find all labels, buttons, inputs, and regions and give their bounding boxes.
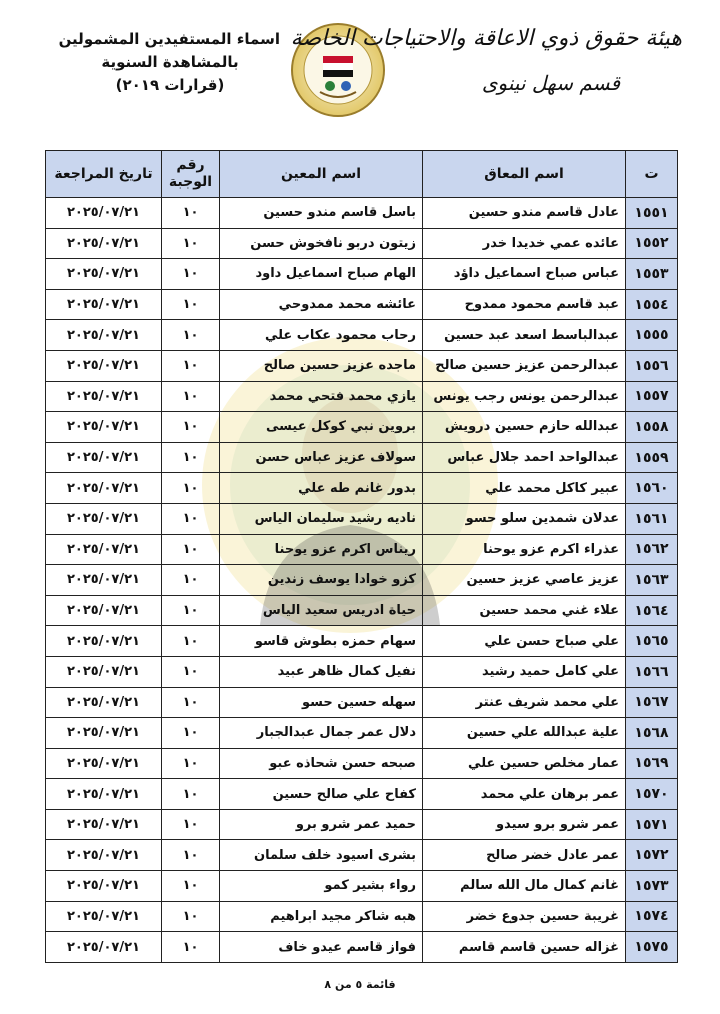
table-row bbox=[46, 626, 678, 657]
row-seq-cell: ١٥٥١ bbox=[626, 198, 678, 229]
row-review-date-cell: ٢٠٢٥/٠٧/٢١ bbox=[46, 534, 162, 565]
row-review-date-cell: ٢٠٢٥/٠٧/٢١ bbox=[46, 809, 162, 840]
row-review-date-cell: ٢٠٢٥/٠٧/٢١ bbox=[46, 320, 162, 351]
table-row bbox=[46, 259, 678, 290]
row-disabled-name-cell: عبد قاسم محمود ممدوح bbox=[423, 289, 626, 320]
row-meal-number-cell: ١٠ bbox=[162, 381, 220, 412]
row-aide-name-cell: هبه شاكر مجيد ابراهيم bbox=[220, 901, 423, 932]
row-seq-cell: ١٥٥٢ bbox=[626, 228, 678, 259]
table-row bbox=[46, 595, 678, 626]
row-disabled-name-cell: علي كامل حميد رشيد bbox=[423, 656, 626, 687]
row-seq-cell: ١٥٧١ bbox=[626, 809, 678, 840]
row-aide-name-cell: يازي محمد فتحي محمد bbox=[220, 381, 423, 412]
row-review-date-cell: ٢٠٢٥/٠٧/٢١ bbox=[46, 503, 162, 534]
row-seq-cell: ١٥٥٦ bbox=[626, 350, 678, 381]
row-aide-name-cell: سهله حسين حسو bbox=[220, 687, 423, 718]
row-seq-cell: ١٥٦٠ bbox=[626, 473, 678, 504]
row-review-date-cell: ٢٠٢٥/٠٧/٢١ bbox=[46, 687, 162, 718]
table-row bbox=[46, 198, 678, 229]
table-row bbox=[46, 718, 678, 749]
row-seq-cell: ١٥٧٥ bbox=[626, 932, 678, 963]
row-review-date-cell: ٢٠٢٥/٠٧/٢١ bbox=[46, 840, 162, 871]
table-row bbox=[46, 534, 678, 565]
row-disabled-name-cell: عمر شرو برو سيدو bbox=[423, 809, 626, 840]
row-aide-name-cell: زيتون دربو نافخوش حسن bbox=[220, 228, 423, 259]
row-meal-number-cell: ١٠ bbox=[162, 228, 220, 259]
row-meal-number-cell: ١٠ bbox=[162, 289, 220, 320]
row-aide-name-cell: سهام حمزه بطوش قاسو bbox=[220, 626, 423, 657]
row-seq-cell: ١٥٥٩ bbox=[626, 442, 678, 473]
row-seq-cell: ١٥٥٨ bbox=[626, 412, 678, 443]
row-meal-number-cell: ١٠ bbox=[162, 320, 220, 351]
row-aide-name-cell: دلال عمر جمال عبدالجبار bbox=[220, 718, 423, 749]
row-disabled-name-cell: علي صباح حسن علي bbox=[423, 626, 626, 657]
row-disabled-name-cell: عبدالواحد احمد جلال عباس bbox=[423, 442, 626, 473]
calligraphy-authority-name: هيئة حقوق ذوي الاعاقة والاحتياجات الخاصة bbox=[290, 26, 682, 51]
table-row bbox=[46, 656, 678, 687]
title-line-3: (قرارات ٢٠١٩) bbox=[115, 76, 225, 94]
row-disabled-name-cell: عبير كاكل محمد علي bbox=[423, 473, 626, 504]
table-row bbox=[46, 871, 678, 902]
row-review-date-cell: ٢٠٢٥/٠٧/٢١ bbox=[46, 595, 162, 626]
row-meal-number-cell: ١٠ bbox=[162, 901, 220, 932]
row-seq-cell: ١٥٦٢ bbox=[626, 534, 678, 565]
row-disabled-name-cell: عادل قاسم مندو حسين bbox=[423, 198, 626, 229]
row-review-date-cell: ٢٠٢٥/٠٧/٢١ bbox=[46, 656, 162, 687]
row-review-date-cell: ٢٠٢٥/٠٧/٢١ bbox=[46, 565, 162, 596]
row-aide-name-cell: سولاف عزيز عباس حسن bbox=[220, 442, 423, 473]
row-disabled-name-cell: غانم كمال مال الله سالم bbox=[423, 871, 626, 902]
beneficiaries-table bbox=[45, 150, 678, 963]
table-row bbox=[46, 809, 678, 840]
row-review-date-cell: ٢٠٢٥/٠٧/٢١ bbox=[46, 289, 162, 320]
row-review-date-cell: ٢٠٢٥/٠٧/٢١ bbox=[46, 442, 162, 473]
header-disabled-name: اسم المعاق bbox=[423, 151, 626, 198]
table-row bbox=[46, 381, 678, 412]
row-review-date-cell: ٢٠٢٥/٠٧/٢١ bbox=[46, 350, 162, 381]
row-meal-number-cell: ١٠ bbox=[162, 534, 220, 565]
row-aide-name-cell: ريناس اكرم عزو يوحنا bbox=[220, 534, 423, 565]
row-review-date-cell: ٢٠٢٥/٠٧/٢١ bbox=[46, 381, 162, 412]
row-aide-name-cell: صبحه حسن شحاذه عبو bbox=[220, 748, 423, 779]
row-review-date-cell: ٢٠٢٥/٠٧/٢١ bbox=[46, 718, 162, 749]
row-aide-name-cell: نفيل كمال ظاهر عبيد bbox=[220, 656, 423, 687]
row-meal-number-cell: ١٠ bbox=[162, 350, 220, 381]
row-review-date-cell: ٢٠٢٥/٠٧/٢١ bbox=[46, 473, 162, 504]
row-seq-cell: ١٥٧٠ bbox=[626, 779, 678, 810]
header-review-date: تاريخ المراجعة bbox=[46, 151, 162, 198]
table-row bbox=[46, 840, 678, 871]
row-meal-number-cell: ١٠ bbox=[162, 565, 220, 596]
row-review-date-cell: ٢٠٢٥/٠٧/٢١ bbox=[46, 259, 162, 290]
row-meal-number-cell: ١٠ bbox=[162, 595, 220, 626]
row-seq-cell: ١٥٥٧ bbox=[626, 381, 678, 412]
row-meal-number-cell: ١٠ bbox=[162, 748, 220, 779]
row-disabled-name-cell: علي محمد شريف عنتر bbox=[423, 687, 626, 718]
row-meal-number-cell: ١٠ bbox=[162, 687, 220, 718]
table-row bbox=[46, 565, 678, 596]
row-meal-number-cell: ١٠ bbox=[162, 809, 220, 840]
table-row bbox=[46, 442, 678, 473]
table-row bbox=[46, 228, 678, 259]
header-aide-name: اسم المعين bbox=[220, 151, 423, 198]
page-indicator: قائمة ٥ من ٨ bbox=[324, 978, 396, 991]
table-row bbox=[46, 779, 678, 810]
row-seq-cell: ١٥٦٧ bbox=[626, 687, 678, 718]
header-meal-number: رقم الوجبة bbox=[162, 151, 220, 198]
row-disabled-name-cell: عائده عمي خديدا خدر bbox=[423, 228, 626, 259]
row-review-date-cell: ٢٠٢٥/٠٧/٢١ bbox=[46, 198, 162, 229]
row-meal-number-cell: ١٠ bbox=[162, 442, 220, 473]
row-aide-name-cell: رحاب محمود عكاب علي bbox=[220, 320, 423, 351]
table-row bbox=[46, 901, 678, 932]
row-seq-cell: ١٥٧٣ bbox=[626, 871, 678, 902]
table-row bbox=[46, 503, 678, 534]
row-disabled-name-cell: علية عبدالله علي حسين bbox=[423, 718, 626, 749]
row-review-date-cell: ٢٠٢٥/٠٧/٢١ bbox=[46, 871, 162, 902]
row-meal-number-cell: ١٠ bbox=[162, 473, 220, 504]
row-disabled-name-cell: غريبة حسين جدوع خضر bbox=[423, 901, 626, 932]
row-disabled-name-cell: عمر عادل خضر صالح bbox=[423, 840, 626, 871]
row-meal-number-cell: ١٠ bbox=[162, 871, 220, 902]
row-disabled-name-cell: عمر برهان علي محمد bbox=[423, 779, 626, 810]
row-aide-name-cell: كزو خوادا يوسف زندين bbox=[220, 565, 423, 596]
row-meal-number-cell: ١٠ bbox=[162, 259, 220, 290]
authority-calligraphy bbox=[290, 22, 682, 100]
row-meal-number-cell: ١٠ bbox=[162, 412, 220, 443]
row-disabled-name-cell: عبدالرحمن يونس رجب يونس bbox=[423, 381, 626, 412]
row-aide-name-cell: بشرى اسيود خلف سلمان bbox=[220, 840, 423, 871]
row-review-date-cell: ٢٠٢٥/٠٧/٢١ bbox=[46, 748, 162, 779]
row-review-date-cell: ٢٠٢٥/٠٧/٢١ bbox=[46, 412, 162, 443]
row-meal-number-cell: ١٠ bbox=[162, 932, 220, 963]
row-seq-cell: ١٥٥٤ bbox=[626, 289, 678, 320]
row-review-date-cell: ٢٠٢٥/٠٧/٢١ bbox=[46, 626, 162, 657]
row-aide-name-cell: ناديه رشيد سليمان الياس bbox=[220, 503, 423, 534]
row-disabled-name-cell: عبدالرحمن عزيز حسين صالح bbox=[423, 350, 626, 381]
row-review-date-cell: ٢٠٢٥/٠٧/٢١ bbox=[46, 228, 162, 259]
row-meal-number-cell: ١٠ bbox=[162, 840, 220, 871]
row-meal-number-cell: ١٠ bbox=[162, 779, 220, 810]
row-seq-cell: ١٥٦٦ bbox=[626, 656, 678, 687]
title-line-1: اسماء المستفيدين المشمولين bbox=[58, 30, 280, 48]
table-header-row bbox=[46, 151, 678, 198]
table-row bbox=[46, 289, 678, 320]
row-disabled-name-cell: عبدالله حازم حسين درويش bbox=[423, 412, 626, 443]
row-seq-cell: ١٥٧٤ bbox=[626, 901, 678, 932]
row-aide-name-cell: حياة ادريس سعيد الياس bbox=[220, 595, 423, 626]
row-review-date-cell: ٢٠٢٥/٠٧/٢١ bbox=[46, 901, 162, 932]
document-title bbox=[60, 28, 280, 97]
row-disabled-name-cell: عدلان شمدين سلو حسو bbox=[423, 503, 626, 534]
row-aide-name-cell: باسل قاسم مندو حسين bbox=[220, 198, 423, 229]
row-review-date-cell: ٢٠٢٥/٠٧/٢١ bbox=[46, 932, 162, 963]
row-seq-cell: ١٥٦٤ bbox=[626, 595, 678, 626]
row-disabled-name-cell: عذراء اكرم عزو يوحنا bbox=[423, 534, 626, 565]
row-aide-name-cell: ماجده عزيز حسين صالح bbox=[220, 350, 423, 381]
table-row bbox=[46, 320, 678, 351]
header-seq: ت bbox=[626, 151, 678, 198]
row-aide-name-cell: كفاح علي صالح حسين bbox=[220, 779, 423, 810]
table-row bbox=[46, 412, 678, 443]
row-aide-name-cell: الهام صباح اسماعيل داود bbox=[220, 259, 423, 290]
row-seq-cell: ١٥٦٣ bbox=[626, 565, 678, 596]
row-aide-name-cell: رواء بشير كمو bbox=[220, 871, 423, 902]
row-seq-cell: ١٥٥٥ bbox=[626, 320, 678, 351]
title-line-2: بالمشاهدة السنوية bbox=[101, 53, 239, 71]
row-seq-cell: ١٥٥٣ bbox=[626, 259, 678, 290]
table-row bbox=[46, 473, 678, 504]
row-disabled-name-cell: غزاله حسين قاسم قاسم bbox=[423, 932, 626, 963]
row-meal-number-cell: ١٠ bbox=[162, 503, 220, 534]
row-seq-cell: ١٥٦٩ bbox=[626, 748, 678, 779]
row-seq-cell: ١٥٦١ bbox=[626, 503, 678, 534]
row-disabled-name-cell: علاء غني محمد حسين bbox=[423, 595, 626, 626]
row-disabled-name-cell: عبدالباسط اسعد عبد حسين bbox=[423, 320, 626, 351]
calligraphy-department-name: قسم سهل نينوى bbox=[481, 71, 621, 95]
row-seq-cell: ١٥٦٨ bbox=[626, 718, 678, 749]
row-aide-name-cell: حميد عمر شرو برو bbox=[220, 809, 423, 840]
row-aide-name-cell: بروين نبي كوكل عيسى bbox=[220, 412, 423, 443]
row-aide-name-cell: فواز قاسم عيدو خاف bbox=[220, 932, 423, 963]
table-row bbox=[46, 350, 678, 381]
row-seq-cell: ١٥٦٥ bbox=[626, 626, 678, 657]
row-meal-number-cell: ١٠ bbox=[162, 198, 220, 229]
row-disabled-name-cell: عباس صباح اسماعيل داؤد bbox=[423, 259, 626, 290]
row-review-date-cell: ٢٠٢٥/٠٧/٢١ bbox=[46, 779, 162, 810]
row-meal-number-cell: ١٠ bbox=[162, 718, 220, 749]
row-aide-name-cell: عائشه محمد ممدوحي bbox=[220, 289, 423, 320]
table-row bbox=[46, 748, 678, 779]
row-disabled-name-cell: عمار مخلص حسين علي bbox=[423, 748, 626, 779]
row-meal-number-cell: ١٠ bbox=[162, 626, 220, 657]
table-row bbox=[46, 932, 678, 963]
row-seq-cell: ١٥٧٢ bbox=[626, 840, 678, 871]
document-header bbox=[0, 0, 720, 150]
row-aide-name-cell: بدور غانم طه علي bbox=[220, 473, 423, 504]
table-row bbox=[46, 687, 678, 718]
row-meal-number-cell: ١٠ bbox=[162, 656, 220, 687]
row-disabled-name-cell: عزيز عاصي عزيز حسين bbox=[423, 565, 626, 596]
